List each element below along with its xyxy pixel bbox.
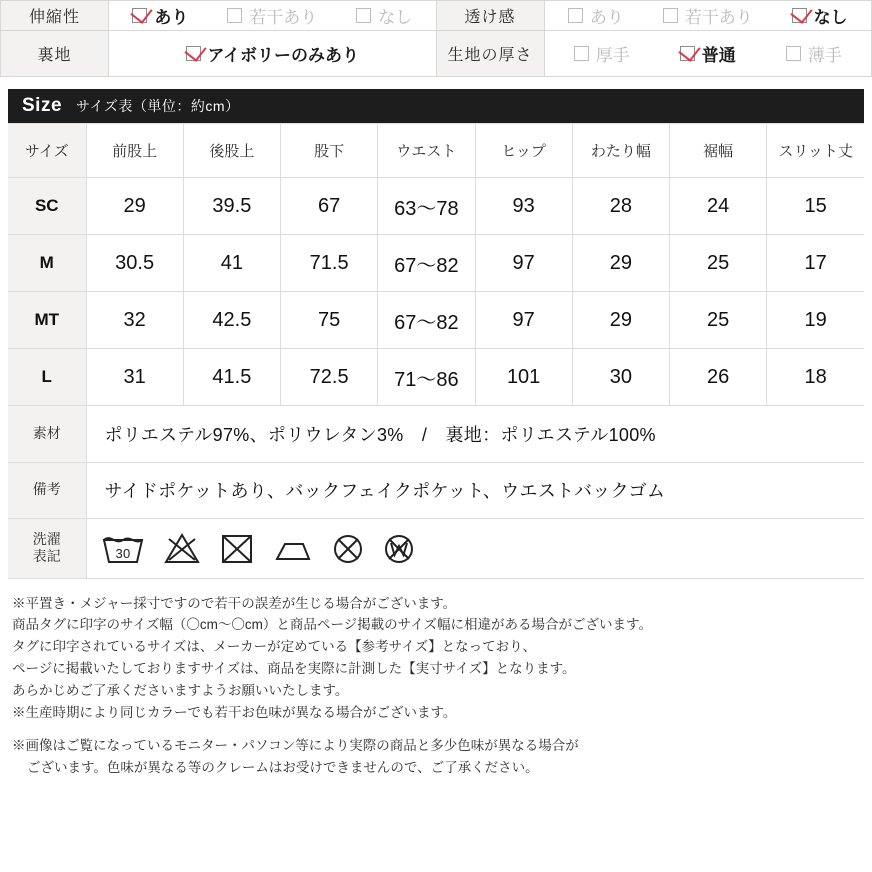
note-line: ございます。色味が異なる等のクレームはお受けできませんので、ご了承ください。 [27,759,539,775]
size-cell: 29 [572,235,669,292]
option-label: アイボリーのみあり [207,46,359,65]
checkbox-icon [568,8,583,23]
note-line: あらかじめご了承くださいますようお願いいたします。 [12,682,349,698]
size-section-header [8,89,864,123]
option-thickness-thick[interactable] [574,41,630,66]
option-label: 若干あり [684,8,753,27]
size-cell: 41.5 [183,349,280,406]
spec-options-thickness [544,31,872,77]
size-cell: 25 [670,235,767,292]
size-cell: 15 [767,178,864,235]
info-row-wash [8,518,864,578]
size-cell: 75 [281,292,378,349]
checkbox-icon [574,46,589,61]
size-cell: 67〜82 [378,235,475,292]
size-cell: 28 [572,178,669,235]
option-label: 普通 [701,46,736,65]
option-sheer-slight[interactable] [663,3,753,28]
note-line: タグに印字されているサイズは、メーカーが定めている【参考サイズ】となっており、 [12,639,537,655]
no-wet-clean-icon [382,531,416,565]
option-label: なし [813,8,848,27]
size-cell: 29 [86,178,183,235]
size-header-en: Size [22,95,63,116]
option-label: あり [589,8,624,27]
info-label-remarks: 備考 [8,462,86,518]
size-cell: 41 [183,235,280,292]
table-row [8,349,864,406]
notes-section [12,593,862,779]
size-cell: 26 [670,349,767,406]
note-line: ページに掲載いたしておりますサイズは、商品を実際に計測した【実寸サイズ】となります。 [12,661,576,677]
spec-row-lining [1,31,872,77]
size-cell: M [8,235,86,292]
size-cell: 31 [86,349,183,406]
spec-options-sheerness [544,1,872,31]
size-cell: 71〜86 [378,349,475,406]
size-cell: 67〜82 [378,292,475,349]
info-label-material: 素材 [8,406,86,462]
product-info-table [8,406,864,579]
size-cell: 25 [670,292,767,349]
size-cell: 93 [475,178,572,235]
wash-label-line2: 表記 [32,548,61,564]
size-cell: 39.5 [183,178,280,235]
size-cell: MT [8,292,86,349]
checkbox-icon [786,46,801,61]
option-stretch-yes[interactable] [132,3,188,28]
note-line: 商品タグに印字のサイズ幅（〇cm〜〇cm）と商品ページ掲載のサイズ幅に相違がある場合がございます。 [12,617,652,633]
option-label: なし [378,8,413,27]
size-col-header: ウエスト [378,124,475,178]
option-stretch-slight[interactable] [227,3,317,28]
checkbox-checked-icon [186,46,201,61]
no-dry-clean-icon [331,531,365,565]
size-cell: 67 [281,178,378,235]
checkbox-icon [663,8,678,23]
option-thickness-normal[interactable] [680,41,736,66]
note-spacer [12,724,862,735]
checkbox-checked-icon [792,8,807,23]
no-tumble-dry-icon [219,531,255,565]
size-col-header: ヒップ [475,124,572,178]
size-cell: 71.5 [281,235,378,292]
iron-icon [272,531,314,565]
info-value-wash [86,518,864,578]
size-table-header-row [8,124,864,178]
info-value-material: ポリエステル97%、ポリウレタン3% / 裏地：ポリエステル100% [86,406,864,462]
spec-row-stretch [1,1,872,31]
size-col-header: サイズ [8,124,86,178]
size-cell: 32 [86,292,183,349]
option-thickness-thin[interactable] [786,41,842,66]
option-lining-ivory[interactable] [186,41,359,66]
spec-label-sheerness: 透け感 [436,1,544,31]
size-cell: 101 [475,349,572,406]
note-line: ※平置き・メジャー採寸ですので若干の誤差が生じる場合がございます。 [12,595,457,611]
option-label: あり [154,8,189,27]
size-cell: 30.5 [86,235,183,292]
size-cell: 17 [767,235,864,292]
checkbox-checked-icon [680,46,695,61]
checkbox-icon [227,8,242,23]
table-row [8,292,864,349]
option-sheer-none[interactable] [792,3,848,28]
size-cell: 97 [475,235,572,292]
info-label-wash [8,518,86,578]
checkbox-icon [356,8,371,23]
spec-label-lining: 裏地 [1,31,109,77]
size-col-header: 後股上 [183,124,280,178]
option-sheer-yes[interactable] [568,3,624,28]
option-label: 若干あり [249,8,318,27]
size-col-header: 股下 [281,124,378,178]
note-line: ※生産時期により同じカラーでも若干お色味が異なる場合がございます。 [12,704,457,720]
size-cell: 19 [767,292,864,349]
no-bleach-icon [162,531,202,565]
size-cell: 30 [572,349,669,406]
option-label: 薄手 [807,46,842,65]
svg-text:30: 30 [114,546,131,561]
info-value-remarks: サイドポケットあり、バックフェイクポケット、ウエストバックゴム [86,462,864,518]
option-label: 厚手 [595,46,630,65]
wash-label-line1: 洗濯 [32,530,61,547]
size-col-header: 前股上 [86,124,183,178]
wash-30-icon [101,531,145,565]
size-col-header: スリット丈 [767,124,864,178]
spec-value-lining [109,31,437,77]
size-cell: 72.5 [281,349,378,406]
info-row-remarks [8,462,864,518]
table-row [8,235,864,292]
size-cell: 24 [670,178,767,235]
size-table [8,123,864,406]
size-col-header: 裾幅 [670,124,767,178]
info-row-material [8,406,864,462]
size-header-ja: サイズ表（単位：約cm） [76,98,240,114]
size-col-header: わたり幅 [572,124,669,178]
spec-options-stretch [109,1,437,31]
note-line: ※画像はご覧になっているモニター・パソコン等により実際の商品と多少色味が異なる場合が [12,737,579,753]
size-cell: L [8,349,86,406]
checkbox-checked-icon [132,8,147,23]
size-cell: 18 [767,349,864,406]
size-cell: SC [8,178,86,235]
size-cell: 29 [572,292,669,349]
option-stretch-none[interactable] [356,3,412,28]
spec-label-thickness: 生地の厚さ [436,31,544,77]
table-row [8,178,864,235]
spec-label-stretch: 伸縮性 [1,1,109,31]
size-cell: 42.5 [183,292,280,349]
size-cell: 97 [475,292,572,349]
spec-table [0,0,872,77]
size-cell: 63〜78 [378,178,475,235]
